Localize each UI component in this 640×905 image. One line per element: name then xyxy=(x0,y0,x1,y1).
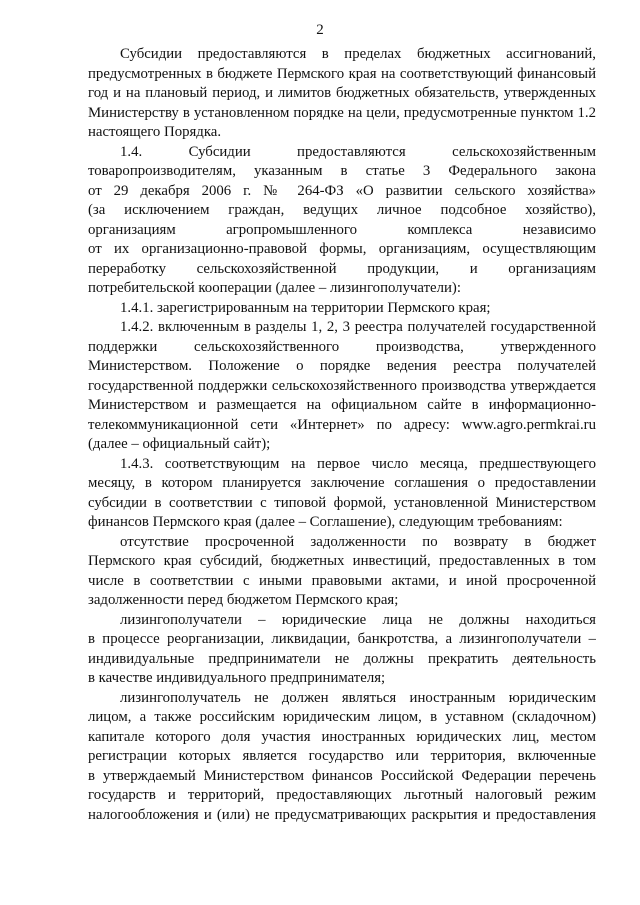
text-line: год и на плановый период, и лимитов бюджетных обязательств, утвержденных xyxy=(88,85,596,101)
text-line: Министерством и размещается на официальном сайте в информационно- xyxy=(88,397,596,413)
text-line: организациям агропромышленного комплекса независимо xyxy=(88,221,596,238)
page-number: 2 xyxy=(316,22,324,38)
text-line: капитале которого доля участия иностранных юридических лиц, местом xyxy=(88,728,596,745)
text-line: телекоммуникационной сети «Интернет» по адресу: www.agro.permkrai.ru xyxy=(88,416,596,433)
paragraph-not-foreign-entity xyxy=(88,689,596,826)
text-line: лицом, а также российским юридическим лицом, в уставном (складочном) xyxy=(88,709,596,725)
text-line: субсидии в соответствии с типовой формой, установленной Министерством xyxy=(88,494,596,511)
text-line: в качестве индивидуального предпринимателя; xyxy=(88,670,386,686)
text-line: числе в соответствии с иными правовыми актами, и иной просроченной xyxy=(88,572,596,589)
text-line: в утверждаемый Министерством финансов Российской Федерации перечень xyxy=(88,767,596,784)
text-line: 1.4.2. включенным в разделы 1, 2, 3 реестра получателей государственной xyxy=(120,319,596,335)
text-line: 1.4. Субсидии предоставляются сельскохозяйственным xyxy=(120,143,596,160)
text-line: Пермского края субсидий, бюджетных инвестиций, предоставленных в том xyxy=(88,553,596,569)
text-line: регистрации которых является государство или территория, включенные xyxy=(88,748,596,764)
text-line: финансов Пермского края (далее – Соглашение), следующим требованиям: xyxy=(88,514,563,530)
paragraph-1-4-1 xyxy=(88,299,596,319)
text-line: государств и территорий, предоставляющих льготный налоговый режим xyxy=(88,787,596,803)
text-line: индивидуальные предприниматели не должны прекратить деятельность xyxy=(88,650,596,667)
text-line: (за исключением граждан, ведущих личное подсобное хозяйство), xyxy=(88,202,596,218)
document-body xyxy=(88,45,596,825)
text-line: товаропроизводителям, указанным в статье 3 Федерального закона xyxy=(88,163,596,179)
text-line: (далее – официальный сайт); xyxy=(88,436,271,452)
text-line: от их организационно-правовой формы, организациям, осуществляющим xyxy=(88,241,596,257)
text-line: лизингополучатели – юридические лица не должны находиться xyxy=(120,611,596,628)
text-line: в процессе реорганизации, ликвидации, банкротства, а лизингополучатели – xyxy=(88,631,596,647)
text-line: поддержки сельскохозяйственного производства, утвержденного xyxy=(88,338,596,355)
paragraph-no-reorganization xyxy=(88,611,596,689)
paragraph-no-overdue-debt xyxy=(88,533,596,611)
text-line: налогообложения и (или) не предусматривающих раскрытия и предоставления xyxy=(88,806,596,823)
paragraph-1-4-3 xyxy=(88,455,596,533)
text-line: государственной поддержки сельскохозяйственного производства утверждается xyxy=(88,377,596,394)
text-line: предусмотренных в бюджете Пермского края на соответствующий финансовый xyxy=(88,65,596,82)
text-line: отсутствие просроченной задолженности по возврату в бюджет xyxy=(120,533,596,550)
text-line: от 29 декабря 2006 г. № 264-ФЗ «О развитии сельского хозяйства» xyxy=(88,182,596,199)
text-line: переработку сельскохозяйственной продукции, и организациям xyxy=(88,260,596,277)
text-line: 1.4.1. зарегистрированным на территории Пермского края; xyxy=(120,299,491,316)
paragraph-1-4-2 xyxy=(88,318,596,455)
paragraph-subsidies-limits xyxy=(88,45,596,143)
text-line: лизингополучатель не должен являться иностранным юридическим xyxy=(120,689,596,706)
text-line: Министерством. Положение о порядке ведения реестра получателей xyxy=(88,358,596,374)
paragraph-1-4 xyxy=(88,143,596,299)
text-line: потребительской кооперации (далее – лизингополучатели): xyxy=(88,280,461,296)
text-line: Субсидии предоставляются в пределах бюджетных ассигнований, xyxy=(120,46,596,62)
text-line: 1.4.3. соответствующим на первое число месяца, предшествующего xyxy=(120,455,596,472)
text-line: Министерству в установленном порядке на цели, предусмотренные пунктом 1.2 xyxy=(88,104,596,121)
text-line: задолженности перед бюджетом Пермского края; xyxy=(88,592,399,608)
text-line: настоящего Порядка. xyxy=(88,124,222,140)
text-line: месяцу, в котором планируется заключение соглашения о предоставлении xyxy=(88,475,596,491)
